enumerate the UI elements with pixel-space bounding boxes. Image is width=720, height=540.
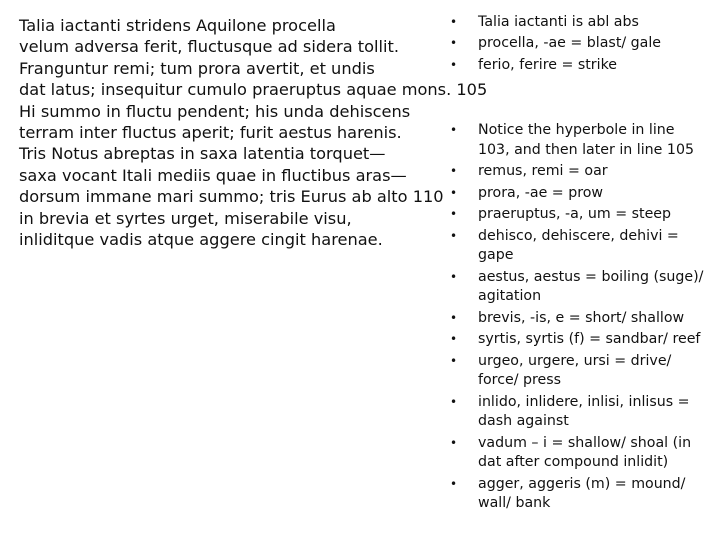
latin-passage <box>19 15 509 250</box>
note-item: • procella, -ae = blast/ gale <box>448 33 710 54</box>
poem-line: dorsum immane mari summo; tris Eurus ab alto 110 <box>19 187 444 207</box>
note-item: • brevis, -is, e = short/ shallow <box>448 309 710 329</box>
poem-line: inliditque vadis atque aggere cingit harenae. <box>19 229 383 249</box>
note-item: • praeruptus, -a, um = steep <box>448 205 710 225</box>
poem-line: Tris Notus abreptas in saxa latentia torquet— <box>19 144 386 164</box>
poem-line: in brevia et syrtes urget, miserabile visu, <box>19 208 352 228</box>
poem-line: dat latus; insequitur cumulo praeruptus aquae mons. 105 <box>19 80 488 100</box>
poem-line: Hi summo in fluctu pendent; his unda dehiscens <box>19 101 411 121</box>
note-item: • Notice the hyperbole in line 103, and then later in line 105 <box>448 121 710 160</box>
note-item: • prora, -ae = prow <box>448 184 710 204</box>
note-item: • urgeo, urgere, ursi = drive/ force/ press <box>448 352 710 391</box>
vocabulary-notes-top <box>448 12 710 76</box>
note-item: • agger, aggeris (m) = mound/ wall/ bank <box>448 475 710 514</box>
vocabulary-notes <box>448 121 710 514</box>
note-item: • remus, remi = oar <box>448 162 710 182</box>
note-item: • syrtis, syrtis (f) = sandbar/ reef <box>448 330 710 350</box>
note-item: • inlido, inlidere, inlisi, inlisus = dash against <box>448 393 710 432</box>
note-item: • vadum – i = shallow/ shoal (in dat after compound inlidit) <box>448 434 710 473</box>
poem-line: terram inter fluctus aperit; furit aestus harenis. <box>19 122 402 142</box>
poem-line: Franguntur remi; tum prora avertit, et undis <box>19 58 375 78</box>
note-item: • aestus, aestus = boiling (suge)/ agitation <box>448 268 710 307</box>
note-item: • ferio, ferire = strike <box>448 55 710 76</box>
poem-line: velum adversa ferit, fluctusque ad sidera tollit. <box>19 37 400 57</box>
poem-line: Talia iactanti stridens Aquilone procella <box>19 16 336 35</box>
note-item: • Talia iactanti is abl abs <box>448 12 710 33</box>
note-item: • dehisco, dehiscere, dehivi = gape <box>448 227 710 266</box>
poem-line: saxa vocant Itali mediis quae in fluctibus aras— <box>19 165 407 185</box>
